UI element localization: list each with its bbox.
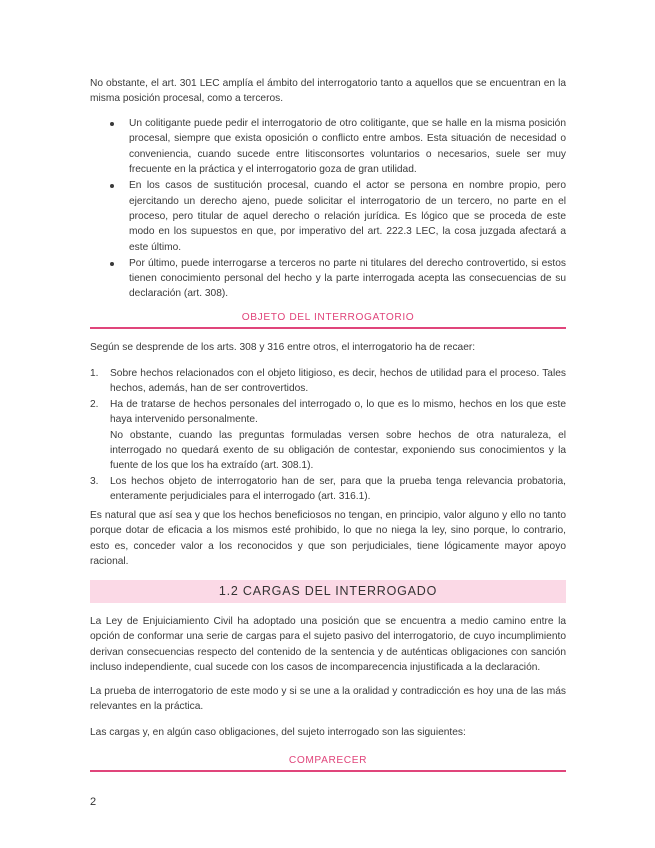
subheading-divider (90, 327, 566, 329)
list-item: En los casos de sustitución procesal, cuando el actor se persona en nombre propio, pero ejercitando un derecho ajeno, puede solicitar el interrogatorio de un tercero, no parte en el proceso, pero titular de aquel derecho o relación jurídica. Es lógico que se proceda de este modo en los supuestos en que, por imperativo del art. 222.3 LEC, la cosa juzgada afectará a este último. (110, 178, 566, 255)
intro-paragraph: No obstante, el art. 301 LEC amplía el ámbito del interrogatorio tanto a aquellos que se encuentran en la misma posición procesal, como a terceros. (90, 78, 566, 105)
bullet-icon (110, 122, 114, 126)
cargas-paragraph-2: La prueba de interrogatorio de este modo y si se une a la oralidad y contradicción es hoy una de las más relevantes en la práctica. (90, 686, 566, 713)
cargas-paragraph-3: Las cargas y, en algún caso obligaciones, del sujeto interrogado son las siguientes: (90, 727, 466, 738)
list-item: 2. Ha de tratarse de hechos personales del interrogado o, lo que es lo mismo, hechos en los que este haya intervenido personalmente. No obstante, cuando las preguntas formuladas versen sobre hechos de otra naturaleza, el interrogado no quedará exento de su obligación de contestar, exponiendo sus conocimientos y la fuente de los que los ha extraído (art. 308.1). (90, 398, 566, 472)
objeto-list (90, 366, 566, 505)
list-item: Un colitigante puede pedir el interrogatorio de otro colitigante, que se halle en la misma posición procesal, siempre que exista oposición o conflicto entre ambos. Esta situación de necesidad o conveniencia, cuando sucede entre litisconsortes voluntarios o necesarios, suele ser muy frecuente en la práctica y el interrogatorio goza de gran utilidad. (110, 116, 566, 178)
bullet-icon (110, 262, 114, 266)
objeto-intro: Según se desprende de los arts. 308 y 316 entre otros, el interrogatorio ha de recaer: (90, 342, 476, 353)
list-item: 3. Los hechos objeto de interrogatorio han de ser, para que la prueba tenga relevancia probatoria, enteramente perjudiciales para el interrogado (art. 316.1). (90, 475, 566, 503)
objeto-closing: Es natural que así sea y que los hechos beneficiosos no tengan, en principio, valor alguno y ello no tanto porque dotar de eficacia a los mismos esté prohibido, lo que no niega la ley, sino porque, lo contrario, esto es, conceder valor a los reconocidos y que son perjudiciales, tiene lógicamente mayor apoyo racional. (90, 510, 566, 568)
list-item: 1. Sobre hechos relacionados con el objeto litigioso, es decir, hechos de utilidad para el proceso. Tales hechos, además, han de ser controvertidos. (90, 368, 566, 395)
cargas-paragraph-1: La Ley de Enjuiciamiento Civil ha adoptado una posición que se encuentra a medio camino entre la opción de conformar una serie de cargas para el sujeto pasivo del interrogatorio, de cuyo incumplimiento derivan consecuencias respecto del contenido de la sentencia y de auténticas obligaciones con sanción incluso independiente, cual sucede con los casos de incomparecencia injustificada a la declaración. (90, 616, 566, 674)
subheading-objeto: OBJETO DEL INTERROGATORIO (241, 312, 415, 323)
bullet-icon (110, 184, 114, 188)
section-title: 1.2 CARGAS DEL INTERROGADO (90, 580, 566, 603)
page-number: 2 (90, 796, 97, 808)
list-item: Por último, puede interrogarse a terceros no parte ni titulares del derecho controvertido, si estos tienen conocimiento personal del hecho y la parte interrogada acepta las consecuencias de su declaración (art. 308). (110, 256, 566, 302)
subheading-comparecer: COMPARECER (288, 755, 368, 766)
bullet-list (110, 116, 566, 302)
subheading-divider (90, 770, 566, 772)
